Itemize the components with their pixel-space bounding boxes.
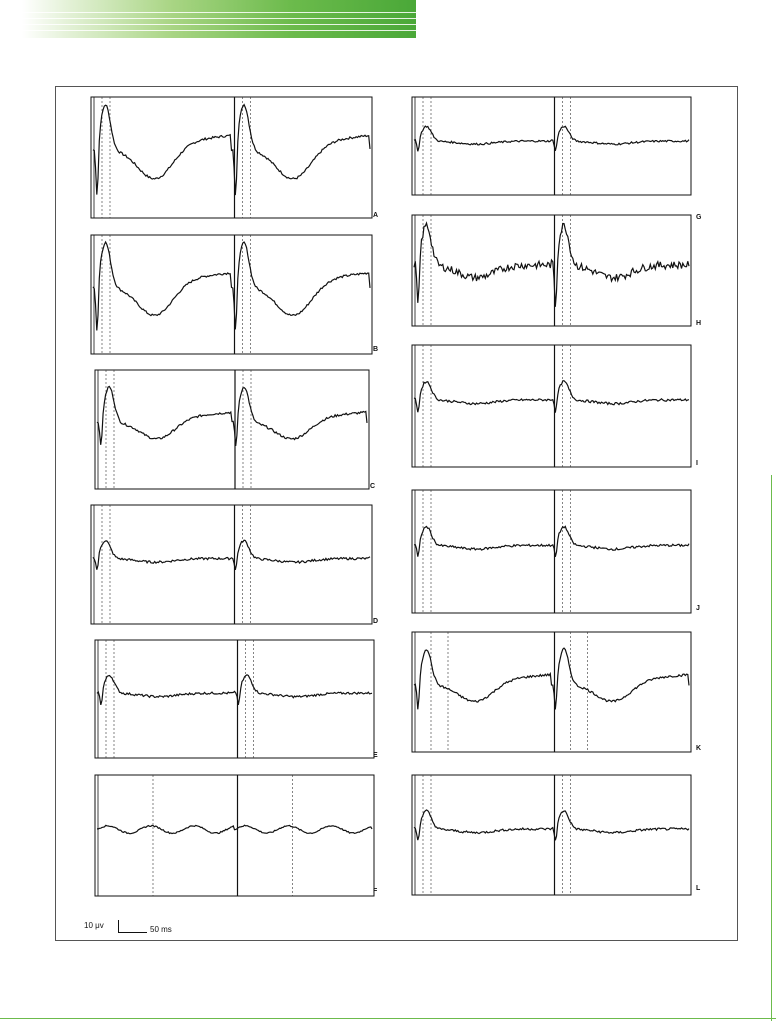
trace-panel-d (91, 505, 372, 624)
erg-trace (414, 810, 689, 840)
panel-label-b: B (373, 346, 379, 353)
panel-frame (412, 490, 691, 613)
trace-panel-l (412, 775, 691, 895)
trace-panel-g (412, 97, 691, 195)
panel-frame (412, 775, 691, 895)
scale-bar-time-label: 50 ms (150, 925, 172, 934)
panel-label-i: I (696, 460, 698, 467)
panel-label-e: E (373, 752, 378, 759)
erg-trace (93, 540, 370, 570)
trace-panel-f (95, 775, 374, 896)
panel-frame (91, 235, 372, 354)
trace-panel-c (95, 370, 369, 489)
panel-label-f: F (373, 888, 378, 895)
panel-frame (412, 215, 691, 326)
panel-label-l: L (696, 885, 701, 892)
panel-frame (91, 97, 372, 218)
panel-label-d: D (373, 618, 379, 625)
panel-frame (95, 640, 374, 758)
trace-panel-j (412, 490, 691, 613)
panel-frame (91, 505, 372, 624)
panel-label-k: K (696, 745, 702, 752)
panel-label-g: G (696, 214, 702, 221)
panel-frame (412, 97, 691, 195)
erg-trace (414, 223, 689, 307)
erg-trace (97, 825, 372, 834)
trace-panel-b (91, 235, 372, 354)
erg-trace (97, 386, 367, 446)
erg-trace (414, 381, 689, 413)
trace-panel-h (412, 215, 691, 326)
trace-panel-i (412, 345, 691, 467)
erg-trace (93, 242, 370, 331)
erg-trace (93, 105, 370, 195)
scale-bar-amplitude-label: 10 μv (84, 921, 104, 930)
trace-panel-a (91, 97, 372, 218)
erg-trace (414, 648, 689, 709)
page-side-rule (771, 475, 772, 1021)
panel-frame (412, 345, 691, 467)
trace-panel-k (412, 632, 691, 752)
erg-trace (97, 675, 372, 705)
page-bottom-rule (0, 1018, 776, 1019)
panel-label-c: C (370, 483, 376, 490)
scale-bar (118, 920, 147, 933)
panel-label-h: H (696, 320, 702, 327)
trace-panel-e (95, 640, 374, 758)
panel-label-a: A (373, 212, 379, 219)
panel-frame (95, 775, 374, 896)
erg-trace (414, 126, 689, 151)
panel-label-j: J (696, 605, 700, 612)
erg-trace (414, 526, 689, 556)
